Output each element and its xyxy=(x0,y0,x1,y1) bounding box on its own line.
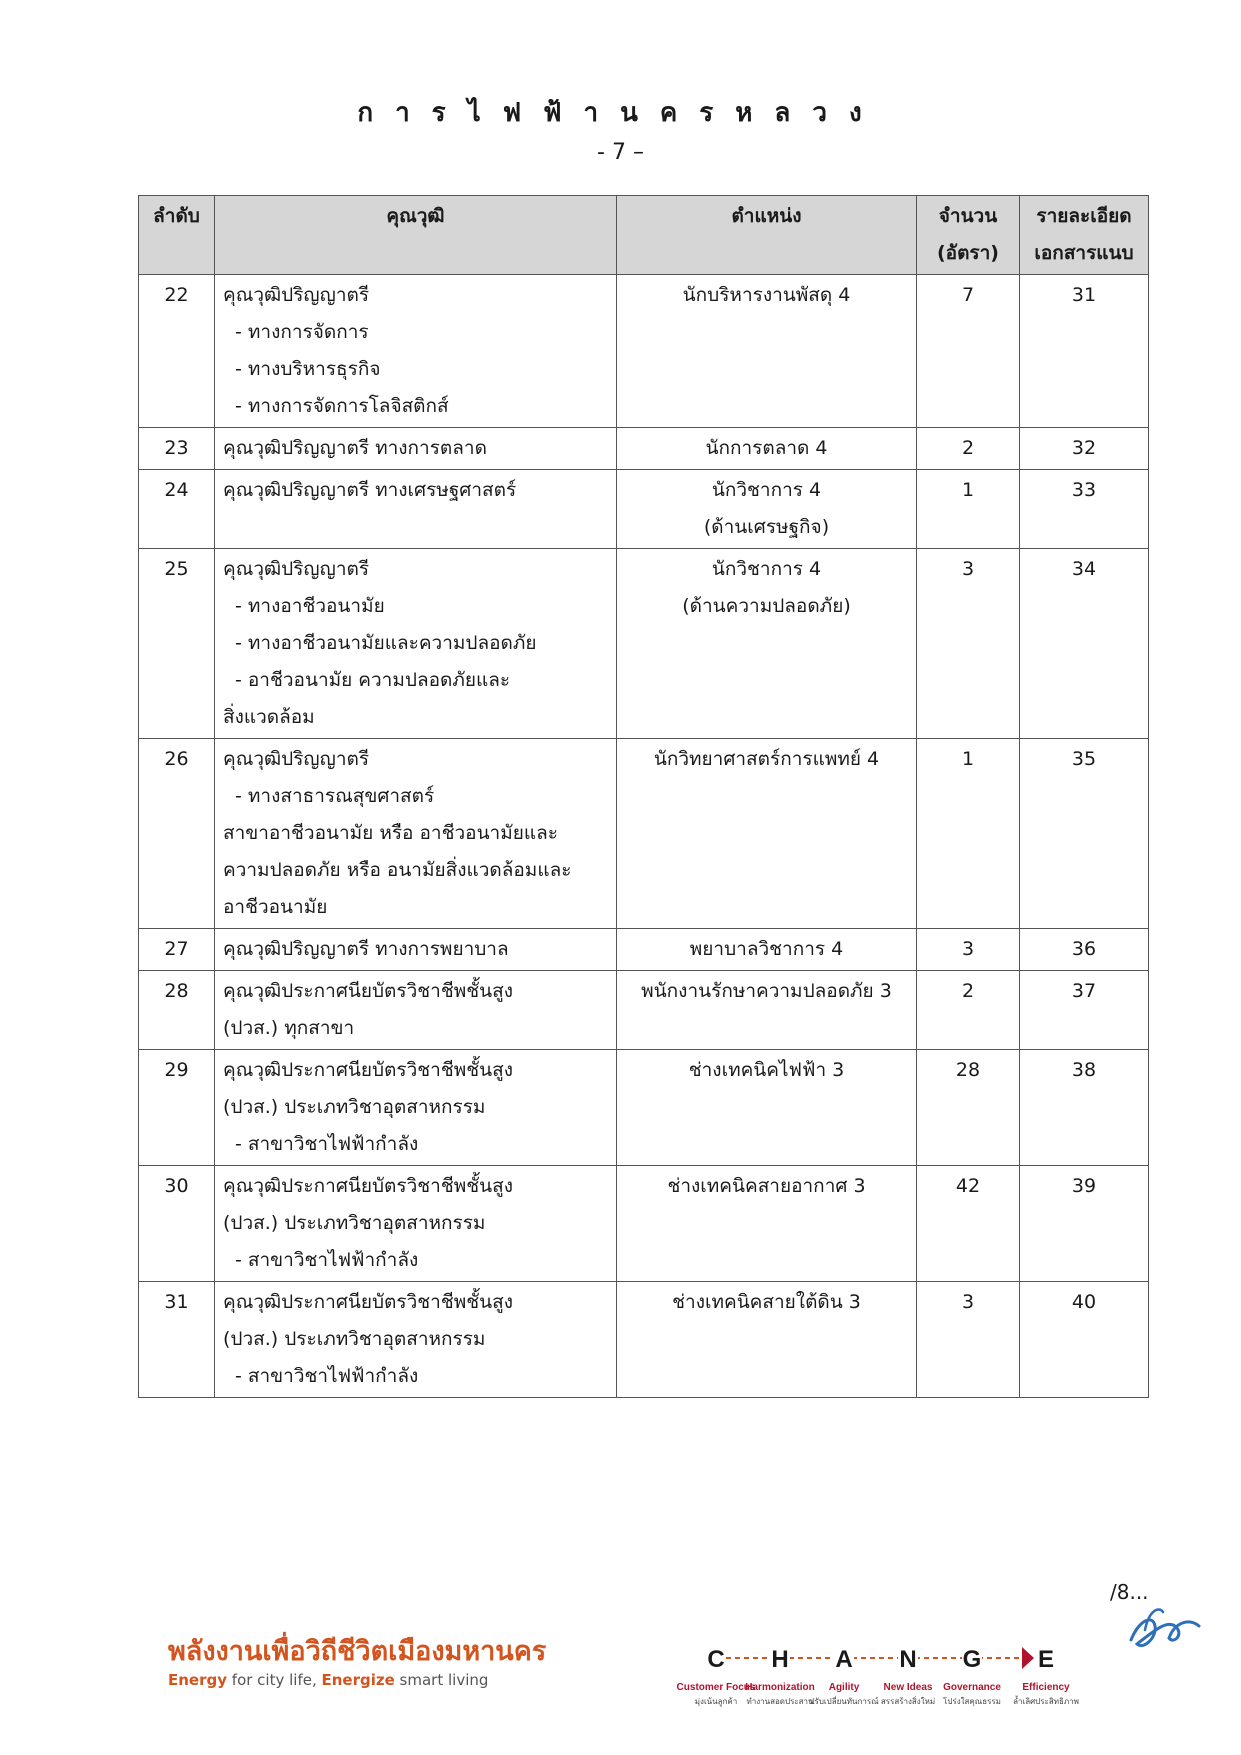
cell-position xyxy=(617,275,917,428)
change-value-english: Agility xyxy=(828,1682,860,1693)
cell-count: 1 xyxy=(917,739,1020,929)
qualification-line: - ทางสาธารณสุขศาสตร์ xyxy=(235,785,435,807)
header-detail xyxy=(1020,196,1149,275)
cell-no: 31 xyxy=(139,1282,215,1398)
slogan-thai: พลังงานเพื่อวิถีชีวิตเมืองมหานคร xyxy=(168,1636,547,1667)
change-value-thai: มุ่งเน้นลูกค้า xyxy=(694,1697,738,1706)
change-letter: H xyxy=(771,1646,789,1673)
change-letter: E xyxy=(1037,1646,1055,1673)
cell-position xyxy=(617,549,917,739)
table-row xyxy=(139,929,1149,971)
header-count xyxy=(917,196,1020,275)
cell-count: 42 xyxy=(917,1166,1020,1282)
cell-count: 1 xyxy=(917,470,1020,549)
table-body xyxy=(139,275,1149,1398)
cell-qualification xyxy=(215,470,617,549)
qualification-line: - ทางอาชีวอนามัย xyxy=(235,595,385,617)
table-row xyxy=(139,428,1149,470)
position-line: ช่างเทคนิคสายใต้ดิน 3 xyxy=(672,1291,861,1313)
change-value-thai: ปรับเปลี่ยนทันการณ์ xyxy=(809,1697,879,1706)
cell-position xyxy=(617,1282,917,1398)
slogan-en-part4: smart living xyxy=(394,1671,489,1689)
cell-attachment-ref: 38 xyxy=(1020,1050,1149,1166)
cell-no: 24 xyxy=(139,470,215,549)
table-header-row xyxy=(139,196,1149,275)
change-value-english: Customer Focus xyxy=(676,1682,756,1693)
cell-qualification xyxy=(215,275,617,428)
change-letter: C xyxy=(707,1646,725,1673)
table-row xyxy=(139,1166,1149,1282)
qualification-line: สิ่งแวดล้อม xyxy=(223,706,315,728)
cell-no: 28 xyxy=(139,971,215,1050)
slogan-en-part2: for city life, xyxy=(227,1671,322,1689)
header-detail-line2: เอกสารแนบ xyxy=(1034,242,1134,264)
slogan-english xyxy=(168,1671,546,1689)
qualification-line: - สาขาวิชาไฟฟ้ากำลัง xyxy=(235,1365,419,1387)
qualification-line: คุณวุฒิประกาศนียบัตรวิชาชีพชั้นสูง xyxy=(223,1175,514,1197)
cell-position xyxy=(617,971,917,1050)
cell-no: 27 xyxy=(139,929,215,971)
position-line: นักวิชาการ 4 xyxy=(711,558,822,580)
table-row xyxy=(139,549,1149,739)
cell-position xyxy=(617,428,917,470)
cell-attachment-ref: 37 xyxy=(1020,971,1149,1050)
change-value-english: Harmonization xyxy=(745,1682,815,1693)
position-line: นักบริหารงานพัสดุ 4 xyxy=(682,284,851,306)
qualification-line: - สาขาวิชาไฟฟ้ากำลัง xyxy=(235,1249,419,1271)
qualification-line: คุณวุฒิปริญญาตรี xyxy=(223,748,370,770)
cell-position xyxy=(617,470,917,549)
cell-no: 22 xyxy=(139,275,215,428)
next-page-marker: /8... xyxy=(1110,1580,1149,1604)
qualification-line: คุณวุฒิประกาศนียบัตรวิชาชีพชั้นสูง xyxy=(223,1059,514,1081)
change-value-english: Governance xyxy=(943,1682,1001,1693)
position-line: นักวิชาการ 4 xyxy=(711,479,822,501)
change-value-english: Efficiency xyxy=(1022,1682,1070,1693)
qualification-line: คุณวุฒิปริญญาตรี ทางเศรษฐศาสตร์ xyxy=(223,479,517,501)
change-value-thai: โปร่งใสคุณธรรม xyxy=(943,1697,1001,1706)
cell-count: 3 xyxy=(917,929,1020,971)
cell-qualification xyxy=(215,929,617,971)
slogan-en-part1: Energy xyxy=(168,1671,228,1689)
change-letter: N xyxy=(899,1646,917,1673)
cell-position xyxy=(617,929,917,971)
position-line: (ด้านความปลอดภัย) xyxy=(682,595,851,617)
qualification-line: คุณวุฒิปริญญาตรี ทางการตลาด xyxy=(223,437,487,459)
header-detail-line1: รายละเอียด xyxy=(1036,205,1132,227)
qualification-line: - ทางบริหารธุรกิจ xyxy=(235,358,381,380)
table-row xyxy=(139,1050,1149,1166)
qualification-line: - ทางการจัดการโลจิสติกส์ xyxy=(235,395,449,417)
cell-attachment-ref: 34 xyxy=(1020,549,1149,739)
qualification-line: คุณวุฒิปริญญาตรี xyxy=(223,284,370,306)
position-table xyxy=(138,195,1149,1398)
cell-attachment-ref: 32 xyxy=(1020,428,1149,470)
slogan-en-part3: Energize xyxy=(321,1671,395,1689)
qualification-line: (ปวส.) ทุกสาขา xyxy=(223,1017,355,1039)
qualification-line: คุณวุฒิปริญญาตรี ทางการพยาบาล xyxy=(223,938,509,960)
qualification-line: - ทางการจัดการ xyxy=(235,321,369,343)
qualification-line: - ทางอาชีวอนามัยและความปลอดภัย xyxy=(235,632,537,654)
cell-no: 26 xyxy=(139,739,215,929)
cell-no: 30 xyxy=(139,1166,215,1282)
cell-qualification xyxy=(215,1166,617,1282)
header-no: ลำดับ xyxy=(139,196,215,275)
qualification-line: คุณวุฒิประกาศนียบัตรวิชาชีพชั้นสูง xyxy=(223,1291,514,1313)
cell-qualification xyxy=(215,549,617,739)
cell-qualification xyxy=(215,1050,617,1166)
cell-qualification xyxy=(215,1282,617,1398)
cell-position xyxy=(617,1166,917,1282)
qualification-line: (ปวส.) ประเภทวิชาอุตสาหกรรม xyxy=(223,1212,486,1234)
position-line: (ด้านเศรษฐกิจ) xyxy=(703,516,830,538)
cell-attachment-ref: 39 xyxy=(1020,1166,1149,1282)
qualification-line: อาชีวอนามัย xyxy=(223,896,328,918)
cell-position xyxy=(617,1050,917,1166)
header-qualification: คุณวุฒิ xyxy=(215,196,617,275)
qualification-line: (ปวส.) ประเภทวิชาอุตสาหกรรม xyxy=(223,1328,486,1350)
change-letter: G xyxy=(962,1646,982,1673)
cell-qualification xyxy=(215,739,617,929)
position-line: นักการตลาด 4 xyxy=(705,437,828,459)
header-count-line2: (อัตรา) xyxy=(937,242,999,264)
cell-attachment-ref: 35 xyxy=(1020,739,1149,929)
cell-attachment-ref: 40 xyxy=(1020,1282,1149,1398)
change-letter: A xyxy=(835,1646,853,1673)
header-count-line1: จำนวน xyxy=(938,205,998,227)
change-value-thai: ทำงานสอดประสาน xyxy=(746,1697,814,1706)
qualification-line: ความปลอดภัย หรือ อนามัยสิ่งแวดล้อมและ xyxy=(223,859,572,881)
position-line: ช่างเทคนิคสายอากาศ 3 xyxy=(667,1175,866,1197)
qualification-line: สาขาอาชีวอนามัย หรือ อาชีวอนามัยและ xyxy=(223,822,558,844)
cell-no: 25 xyxy=(139,549,215,739)
arrow-right-icon xyxy=(1022,1647,1034,1669)
change-value-thai: ล้ำเลิศประสิทธิภาพ xyxy=(1013,1697,1079,1706)
cell-qualification xyxy=(215,428,617,470)
cell-count: 7 xyxy=(917,275,1020,428)
table-row xyxy=(139,971,1149,1050)
qualification-line: คุณวุฒิประกาศนียบัตรวิชาชีพชั้นสูง xyxy=(223,980,514,1002)
qualification-line: (ปวส.) ประเภทวิชาอุตสาหกรรม xyxy=(223,1096,486,1118)
position-line: นักวิทยาศาสตร์การแพทย์ 4 xyxy=(653,748,880,770)
cell-count: 28 xyxy=(917,1050,1020,1166)
position-line: ช่างเทคนิคไฟฟ้า 3 xyxy=(688,1059,845,1081)
position-line: พนักงานรักษาความปลอดภัย 3 xyxy=(641,980,892,1002)
footer-slogan xyxy=(168,1635,546,1689)
cell-qualification xyxy=(215,971,617,1050)
qualification-line: - สาขาวิชาไฟฟ้ากำลัง xyxy=(235,1133,419,1155)
cell-no: 29 xyxy=(139,1050,215,1166)
cell-attachment-ref: 36 xyxy=(1020,929,1149,971)
qualification-line: คุณวุฒิปริญญาตรี xyxy=(223,558,370,580)
cell-count: 3 xyxy=(917,549,1020,739)
cell-count: 3 xyxy=(917,1282,1020,1398)
page-number: - 7 – xyxy=(597,140,644,165)
cell-attachment-ref: 31 xyxy=(1020,275,1149,428)
table-row xyxy=(139,275,1149,428)
change-values-strip xyxy=(676,1640,1150,1740)
cell-count: 2 xyxy=(917,428,1020,470)
table-row xyxy=(139,470,1149,549)
cell-attachment-ref: 33 xyxy=(1020,470,1149,549)
position-line: พยาบาลวิชาการ 4 xyxy=(689,938,844,960)
header-position: ตำแหน่ง xyxy=(617,196,917,275)
cell-position xyxy=(617,739,917,929)
cell-count: 2 xyxy=(917,971,1020,1050)
change-value-thai: สรรสร้างสิ่งใหม่ xyxy=(880,1697,936,1706)
change-value-english: New Ideas xyxy=(883,1682,933,1693)
org-title: การไฟฟ้านครหลวง xyxy=(357,98,884,128)
cell-no: 23 xyxy=(139,428,215,470)
table-row xyxy=(139,1282,1149,1398)
qualification-line: - อาชีวอนามัย ความปลอดภัยและ xyxy=(235,669,511,691)
table-row xyxy=(139,739,1149,929)
